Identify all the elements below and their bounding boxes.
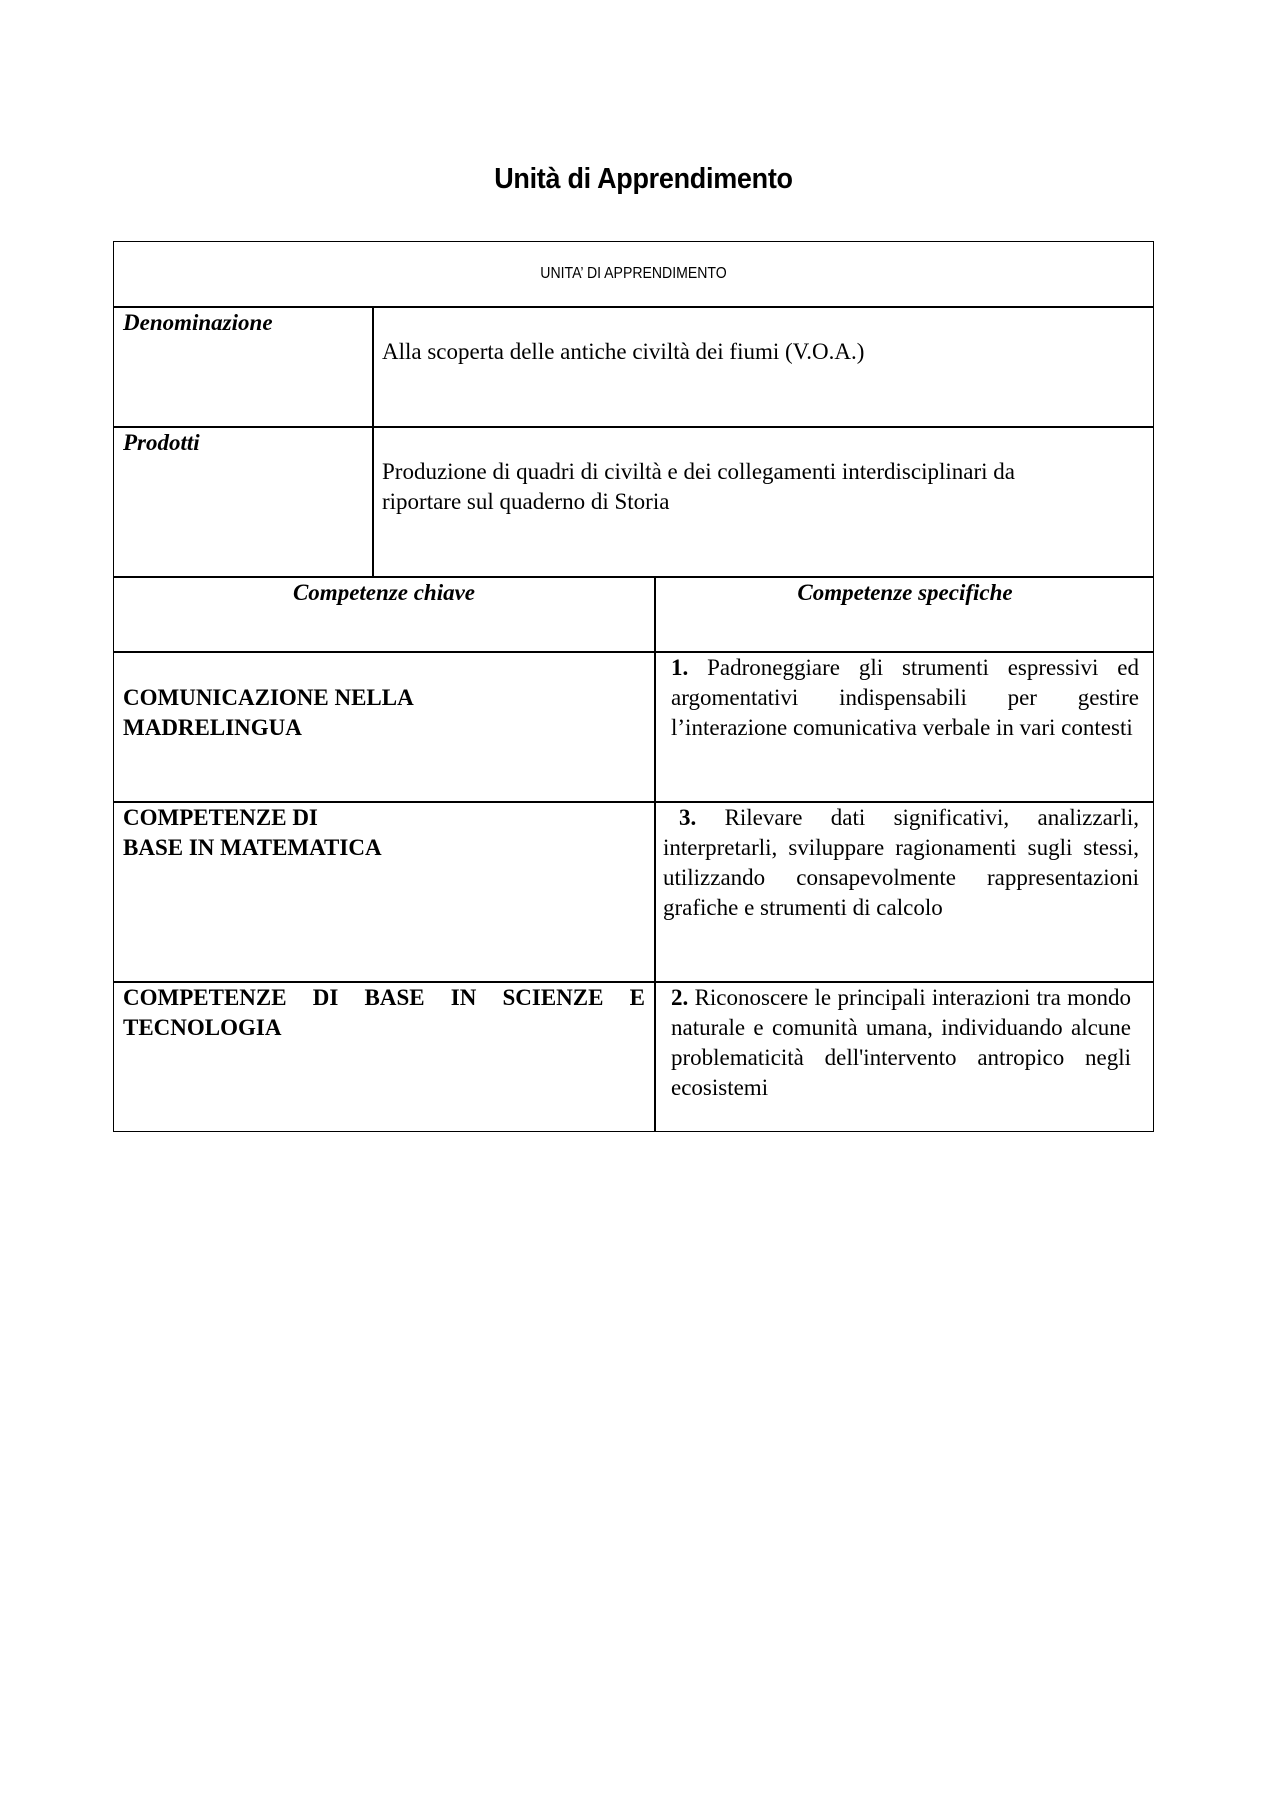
competenza-chiave-matematica-line1: COMPETENZE DI [123, 805, 318, 830]
competenza-chiave-matematica-line2: BASE IN MATEMATICA [123, 835, 382, 860]
row-divider-denominazione [114, 426, 1153, 428]
competenza-chiave-madrelingua: COMUNICAZIONE NELLA MADRELINGUA [123, 685, 413, 740]
col-divider-label [372, 306, 374, 576]
competenza-specifica-2 [671, 983, 1131, 1103]
competenza-chiave-scienze: COMPETENZE DI BASE IN SCIENZE E TECNOLOGIA [123, 985, 645, 1040]
table-header: UNITA’ DI APPRENDIMENTO [540, 265, 727, 282]
col-divider-competenze [654, 576, 656, 1131]
denominazione-value: Alla scoperta delle antiche civiltà dei fiumi (V.O.A.) [382, 339, 865, 364]
competenza-specifica-2-text: Riconoscere le principali interazioni tra mondo naturale e comunità umana, individuando alcune problematicità dell'intervento antropico negli ecosistemi [671, 985, 1132, 1100]
competenza-specifica-1 [671, 653, 1139, 743]
competenza-specifica-3-number: 3. [679, 805, 697, 830]
competenza-specifica-1-number: 1. [671, 655, 689, 680]
denominazione-label: Denominazione [123, 310, 273, 335]
competenza-specifica-3-text: Rilevare dati significativi, analizzarli, interpretarli, sviluppare ragionamenti sugli stessi, utilizzando consapevolmente rappresentazioni grafiche e strumenti di calcolo [663, 805, 1140, 920]
prodotti-value-line2: riportare sul quaderno di Storia [382, 489, 670, 514]
competenza-specifica-3 [663, 803, 1139, 923]
competenza-specifica-1-text: Padroneggiare gli strumenti espressivi ed argomentativi indispensabili per gestire l’interazione comunicativa verbale in vari contesti [671, 655, 1139, 740]
prodotti-label: Prodotti [123, 430, 200, 455]
page-title: Unità di Apprendimento [494, 163, 793, 195]
column-header-competenze-specifiche: Competenze specifiche [797, 580, 1013, 605]
column-header-competenze-chiave: Competenze chiave [292, 580, 476, 605]
competenza-chiave-matematica [123, 803, 563, 863]
learning-unit-table [113, 241, 1154, 1132]
prodotti-value-line1: Produzione di quadri di civiltà e dei collegamenti interdisciplinari da [382, 459, 1015, 484]
competenza-specifica-2-number: 2. [671, 985, 689, 1010]
